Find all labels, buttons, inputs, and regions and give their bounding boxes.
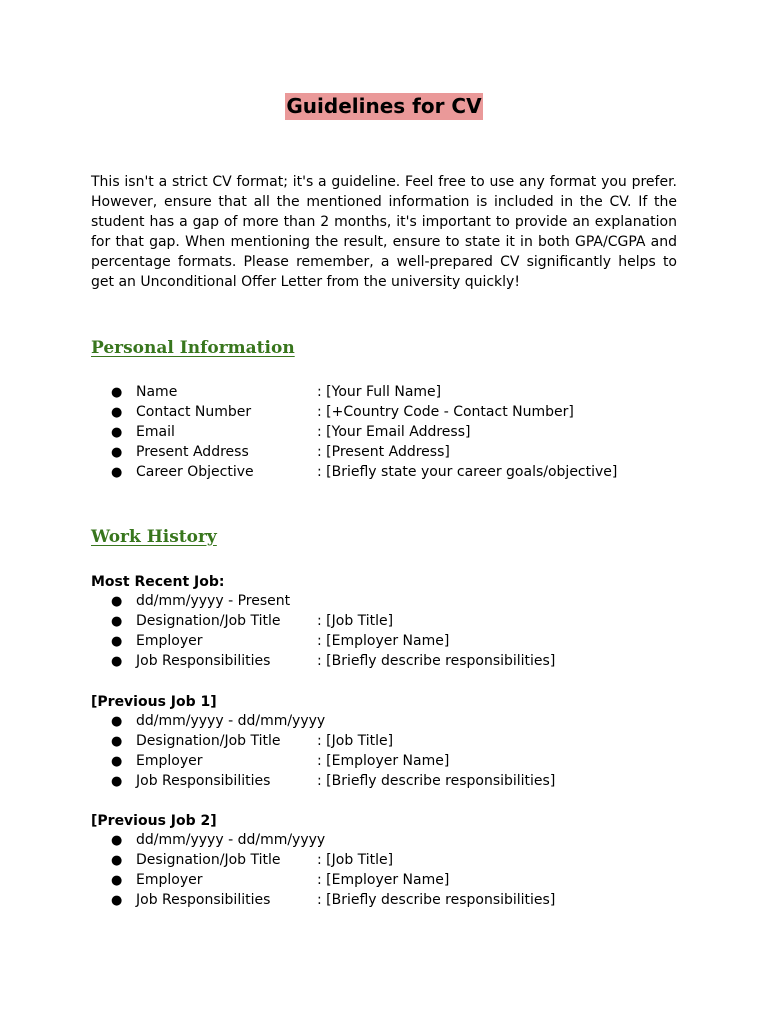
job-heading-previous-2: [Previous Job 2] (91, 813, 217, 829)
field-label: Designation/Job Title (136, 612, 281, 629)
bullet-icon: ● (111, 892, 123, 908)
field-value: : [Job Title] (317, 732, 394, 749)
field-label: Designation/Job Title (136, 732, 281, 749)
field-label: Job Responsibilities (136, 772, 271, 789)
bullet-icon: ● (111, 852, 123, 868)
job-heading-previous-1: [Previous Job 1] (91, 694, 217, 710)
field-value: : [Employer Name] (317, 752, 450, 769)
field-value: : [Briefly describe responsibilities] (317, 891, 556, 908)
field-value: : [Your Full Name] (317, 384, 442, 400)
field-label: dd/mm/yyyy - Present (136, 593, 291, 609)
field-value: : [Briefly state your career goals/objective] (317, 463, 618, 480)
bullet-icon: ● (111, 753, 123, 769)
bullet-icon: ● (111, 633, 123, 649)
bullet-icon: ● (111, 872, 123, 888)
field-label: Present Address (136, 443, 249, 460)
job-heading-most-recent: Most Recent Job: (91, 574, 225, 590)
field-label: Name (136, 384, 178, 400)
field-value: : [Job Title] (317, 612, 394, 629)
bullet-icon: ● (111, 404, 123, 420)
field-value: : [Job Title] (317, 851, 394, 868)
field-label: dd/mm/yyyy - dd/mm/yyyy (136, 832, 326, 848)
work-history-heading: Work History (91, 527, 217, 547)
bullet-icon: ● (111, 773, 123, 789)
field-value: : [Briefly describe responsibilities] (317, 652, 556, 669)
bullet-icon: ● (111, 385, 123, 400)
bullet-icon: ● (111, 594, 123, 609)
bullet-icon: ● (111, 714, 123, 729)
field-value: : [Your Email Address] (317, 423, 471, 440)
field-value: : [Present Address] (317, 443, 450, 460)
field-value: : [+Country Code - Contact Number] (317, 403, 574, 420)
title-container (0, 93, 768, 120)
bullet-icon: ● (111, 653, 123, 669)
field-label: Career Objective (136, 463, 254, 480)
bullet-icon: ● (111, 613, 123, 629)
field-label: Designation/Job Title (136, 851, 281, 868)
field-label: Job Responsibilities (136, 891, 271, 908)
intro-paragraph: This isn't a strict CV format; it's a guideline. Feel free to use any format you prefer. However, ensure that all the mentioned information is included in the CV. If the student has a gap of more than 2 months, it's important to provide an explanation for that gap. When mentioning the result, ensure to state it in both GPA/CGPA and percentage formats. Please remember, a well-prepared CV significantly helps to get an Unconditional Offer Letter from the university quickly! (91, 174, 677, 290)
bullet-icon: ● (111, 733, 123, 749)
field-value: : [Employer Name] (317, 871, 450, 888)
field-label: Employer (136, 871, 203, 888)
bullet-icon: ● (111, 464, 123, 480)
field-value: : [Employer Name] (317, 632, 450, 649)
field-label: Employer (136, 632, 203, 649)
field-label: Employer (136, 752, 203, 769)
field-label: dd/mm/yyyy - dd/mm/yyyy (136, 713, 326, 729)
personal-info-heading: Personal Information (91, 338, 295, 358)
bullet-icon: ● (111, 444, 123, 460)
field-label: Email (136, 423, 175, 440)
field-label: Job Responsibilities (136, 652, 271, 669)
field-label: Contact Number (136, 403, 252, 420)
bullet-icon: ● (111, 424, 123, 440)
bullet-icon: ● (111, 833, 123, 848)
field-value: : [Briefly describe responsibilities] (317, 772, 556, 789)
document-title: Guidelines for CV (286, 94, 482, 118)
